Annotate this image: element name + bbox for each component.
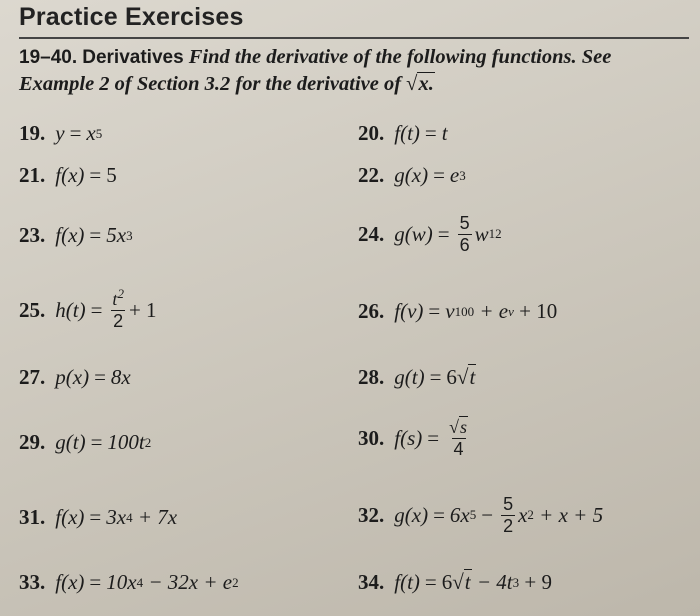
term: t [441,121,448,145]
term: 10x [106,570,137,594]
exercise-number: 29. [19,430,46,454]
exercise-33: 33. f(x) = 10x 4 − 32x + e 2 [19,570,239,594]
function-name: f(x) [55,223,85,247]
exercise-26: 26. f(v) = v 100 + e v + 10 [358,299,558,323]
term: + 9 [524,570,552,594]
instructions [19,44,691,98]
exercise-number: 21. [19,163,46,187]
exercise-topic: Derivatives [82,47,184,68]
exercise-number: 33. [19,570,46,594]
exercise-23: 23. f(x) = 5x 3 [19,223,133,247]
instruction-text: Find the derivative of the following functions. See Example 2 of Section 3.2 for the derivative of [19,46,612,95]
section-heading: Practice Exercises [19,3,244,31]
term: v [445,299,455,323]
exercise-number: 32. [358,502,385,527]
exercise-number: 34. [358,570,385,594]
exercise-27: 27. p(x) = 8x [19,365,131,389]
numerator [447,418,470,438]
function-name: g(x) [394,163,429,187]
fraction [447,418,470,459]
instruction-radicand: x. [418,73,434,95]
function-name: p(x) [55,365,90,389]
exercise-number: 28. [358,365,385,389]
sqrt: √s [449,417,467,437]
numerator-exponent: 2 [117,286,124,301]
denominator: 4 [453,438,464,459]
fraction [501,495,515,536]
function-name: f(t) [394,570,420,594]
radicand: t [469,365,476,389]
exercise-range: 19–40. [19,47,78,68]
exercise-22: 22. g(x) = e 3 [358,163,466,187]
denominator: 2 [113,310,124,331]
term: + x + 5 [539,502,604,527]
term: 5x [106,223,127,247]
term: 3x [106,505,127,529]
function-name: g(x) [394,502,429,527]
exercise-20: 20. f(t) = t [358,121,448,145]
function-name: f(x) [55,570,85,594]
term: − 32x + e [148,570,233,594]
function-name: f(t) [394,121,420,145]
exercise-25: 25. h(t) = $\frac{t^2}{2}$ + 1 [19,286,157,331]
function-name: y [55,121,65,145]
exercise-24: 24. g(w) = $\frac{5}{6}$ w 12 [358,213,502,255]
denominator: 2 [503,515,514,536]
exercise-number: 27. [19,365,46,389]
term: 5 [106,163,117,187]
term: 6x [449,502,470,527]
term: − 4t [476,570,513,594]
fraction [458,214,472,255]
exercise-31: 31. f(x) = 3x 4 + 7x [19,505,178,529]
function-name: h(t) [55,297,86,322]
exercise-number: 26. [358,299,385,323]
term: 6 [446,365,457,389]
term: + 10 [519,299,558,323]
function-name: g(w) [394,221,433,246]
exercise-number: 20. [358,121,385,145]
term: w [474,221,489,246]
exercise-28: 28. g(t) = 6 √t [358,365,476,389]
exercise-29: 29. g(t) = 100t 2 [19,430,152,454]
exercise-32: 32. g(x) = 6x 5 − $\frac{5}{2}$ x 2 + x + 5 [358,494,604,536]
exercise-number: 19. [19,121,46,145]
function-name: f(v) [394,299,424,323]
sqrt: √t [456,365,476,389]
exercise-number: 25. [19,297,46,322]
minus-sign: − [481,502,494,527]
denominator: 6 [459,234,470,255]
function-name: g(t) [394,365,425,389]
fraction [110,286,126,331]
term: 6 [441,570,453,594]
function-name: g(t) [55,430,86,454]
function-name: f(s) [394,425,423,450]
term: 100t [107,430,145,454]
radicand: t [464,570,471,594]
exercise-number: 24. [358,221,385,246]
numerator: 5 [459,213,470,233]
term: e [449,163,460,187]
term: + e [479,299,509,323]
numerator: 5 [503,494,514,514]
exercise-number: 31. [19,505,46,529]
exercise-19: 19. y = x 5 [19,121,103,145]
exercise-number: 22. [358,163,385,187]
sqrt-x: √x. [406,73,434,95]
exercise-number: 30. [358,425,385,450]
sqrt: √t [452,570,471,594]
exercise-number: 23. [19,223,46,247]
term: x [518,502,528,527]
radicand: s [459,417,467,437]
function-name: f(x) [55,163,85,187]
term: 8x [110,365,131,389]
term: x [86,121,96,145]
exercise-34: 34. f(t) = 6 √t − 4t 3 + 9 [358,570,552,594]
term: + 1 [128,297,157,322]
term: + 7x [137,505,178,529]
numerator-base: t [112,289,118,309]
numerator [110,286,126,310]
heading-rule [19,37,689,39]
exercise-30: 30. f(s) = $\frac{√s}{4}$ [358,418,473,459]
function-name: f(x) [55,505,85,529]
exercise-21: 21. f(x) = 5 [19,163,117,187]
